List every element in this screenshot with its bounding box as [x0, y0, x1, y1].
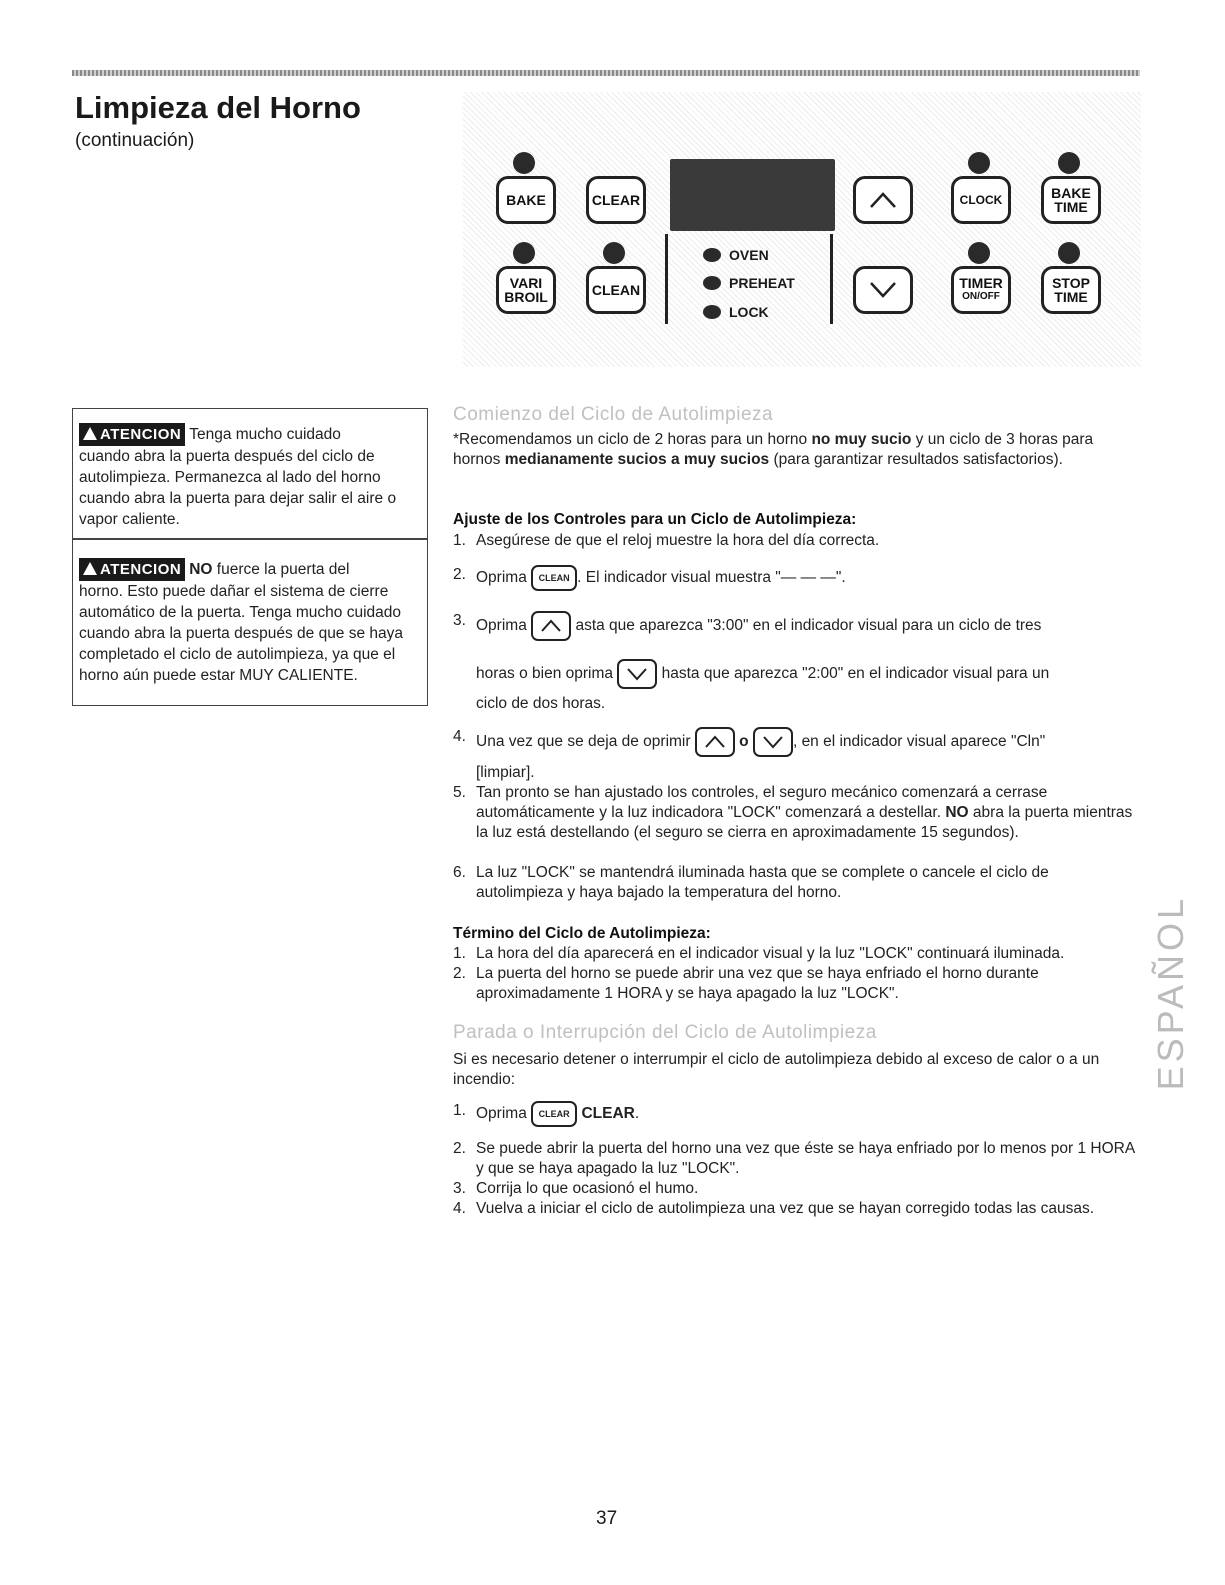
up-arrow-icon	[868, 191, 898, 209]
timer-key: TIMER ON/OFF	[951, 266, 1011, 314]
list-item: 4. Una vez que se deja de oprimir o , en el indicador visual aparece "Cln"	[453, 727, 1143, 757]
display-screen	[670, 159, 835, 231]
list-item: 4. Vuelva a iniciar el ciclo de autolimpieza una vez que se hayan corregido todas las causas.	[453, 1200, 1095, 1217]
divider-line	[665, 234, 668, 324]
list-item-continued: [limpiar].	[476, 764, 535, 781]
indicator-lock: LOCK	[703, 304, 769, 320]
page-title: Limpieza del Horno	[75, 90, 361, 125]
clear-key-icon: CLEAR	[531, 1101, 577, 1127]
indicator-light	[603, 242, 625, 264]
subheading: Ajuste de los Controles para un Ciclo de Autolimpieza:	[453, 511, 857, 528]
list-item: 5. Tan pronto se han ajustado los controles, el seguro mecánico comenzará a cerrase automáticamente y la luz indicadora "LOCK" comenzará a destellar. NO abra la puerta mientras la luz está destellando (el seguro se cierra en aproximadamente 15 segundos).	[453, 784, 1133, 841]
page-subtitle: (continuación)	[75, 130, 195, 151]
list-item-continued: horas o bien oprima hasta que aparezca "2:00" en el indicador visual para un	[476, 659, 1146, 689]
clear-key: CLEAR	[586, 176, 646, 224]
list-item: 1. Oprima CLEAR CLEAR.	[453, 1101, 1133, 1127]
clean-key: CLEAN	[586, 266, 646, 314]
indicator-light	[513, 242, 535, 264]
indicator-light	[513, 152, 535, 174]
section-intro: Si es necesario detener o interrumpir el ciclo de autolimpieza debido al exceso de calor o a un incendio:	[453, 1051, 1100, 1088]
down-arrow-key	[853, 266, 913, 314]
list-item: 2. Se puede abrir la puerta del horno una vez que éste se haya enfriado por lo menos por 1 HORA y que se haya apagado la luz "LOCK".	[453, 1140, 1135, 1177]
vari-broil-key: VARI BROIL	[496, 266, 556, 314]
control-panel-illustration	[463, 92, 1141, 367]
list-item: 1. Asegúrese de que el reloj muestre la hora del día correcta.	[453, 532, 880, 549]
section-intro: *Recomendamos un ciclo de 2 horas para un horno no muy sucio y un ciclo de 3 horas para hornos medianamente sucios a muy sucios (para garantizar resultados satisfactorios).	[453, 431, 1094, 468]
down-arrow-icon	[868, 281, 898, 299]
section-title: Comienzo del Ciclo de Autolimpieza	[453, 404, 774, 425]
section-title: Parada o Interrupción del Ciclo de Autolimpieza	[453, 1022, 877, 1043]
language-side-tab: ESPAÑOL	[1150, 895, 1191, 1091]
warning-box: ATENCION Tenga mucho cuidado cuando abra la puerta después del ciclo de autolimpieza. Permanezca al lado del horno cuando abra la puerta para dejar salir el aire o vapor caliente.	[72, 408, 428, 539]
top-rule	[72, 70, 1140, 76]
divider-line	[830, 234, 833, 324]
warning-triangle-icon	[83, 427, 97, 440]
down-arrow-icon	[753, 727, 793, 757]
warning-badge: ATENCION	[79, 423, 185, 446]
list-item: 2. La puerta del horno se puede abrir una vez que se haya enfriado el horno durante aproximadamente 1 HORA y se haya apagado la luz "LOCK".	[453, 965, 1039, 1002]
indicator-oven: OVEN	[703, 247, 769, 263]
list-item: 6. La luz "LOCK" se mantendrá iluminada hasta que se complete o cancele el ciclo de autolimpieza y haya bajado la temperatura del horno.	[453, 864, 1049, 901]
warning-badge: ATENCION	[79, 558, 185, 581]
page-number: 37	[596, 1508, 618, 1529]
up-arrow-icon	[531, 611, 571, 641]
indicator-light	[1058, 242, 1080, 264]
stop-time-key: STOP TIME	[1041, 266, 1101, 314]
list-item: 1. La hora del día aparecerá en el indicador visual y la luz "LOCK" continuará iluminada.	[453, 945, 1065, 962]
warning-triangle-icon	[83, 562, 97, 575]
bake-time-key: BAKE TIME	[1041, 176, 1101, 224]
bake-key: BAKE	[496, 176, 556, 224]
list-item: 2. Oprima CLEAN . El indicador visual muestra "— — —".	[453, 565, 1133, 591]
indicator-light	[968, 152, 990, 174]
list-item: 3. Corrija lo que ocasionó el humo.	[453, 1180, 699, 1197]
clean-key-icon: CLEAN	[531, 565, 577, 591]
up-arrow-key	[853, 176, 913, 224]
subheading: Término del Ciclo de Autolimpieza:	[453, 925, 711, 942]
up-arrow-icon	[695, 727, 735, 757]
warning-box: ATENCION NO fuerce la puerta del horno. Esto puede dañar el sistema de cierre automático de la puerta. Tenga mucho cuidado cuando abra la puerta después de que se haya completado el ciclo de autolimpieza, ya que el horno aún puede estar MUY CALIENTE.	[72, 539, 428, 706]
list-item: 3. Oprima asta que aparezca "3:00" en el indicador visual para un ciclo de tres	[453, 611, 1143, 641]
clock-key: CLOCK	[951, 176, 1011, 224]
list-item-continued: ciclo de dos horas.	[476, 695, 606, 712]
indicator-preheat: PREHEAT	[703, 275, 795, 291]
indicator-light	[1058, 152, 1080, 174]
down-arrow-icon	[617, 659, 657, 689]
indicator-light	[968, 242, 990, 264]
